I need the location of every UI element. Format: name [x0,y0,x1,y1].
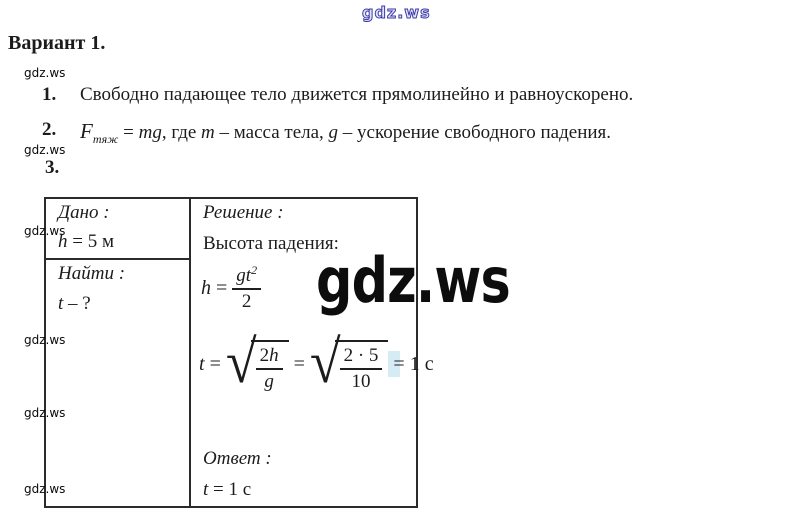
g-symbol: g [264,370,274,392]
side-watermark: gdz.ws [24,406,66,420]
eq1-lhs [201,277,227,300]
task-2-text [80,119,611,146]
fraction-denominator: 2 [241,290,252,312]
sqrt-symbolic [225,329,289,397]
mass-symbol: m [201,122,215,143]
force-subscript: тяж [92,132,119,146]
eq2-lhs [199,353,221,376]
result-unit: с [419,353,434,376]
mg-symbol: mg [138,122,162,143]
fraction-numerator [232,264,261,288]
task-1-text: Свободно падающее тело движется прямолинейно и равноускорено. [80,84,634,105]
site-watermark-top: gdz.ws [362,3,431,22]
gt-symbol: gt [236,265,252,286]
site-watermark-big: gdz.ws [316,244,511,317]
t-symbol: t [203,479,209,500]
task-3-number: 3. [45,157,60,178]
variant-heading: Вариант 1. [8,32,106,54]
eq2-result [393,353,433,376]
eq1-equals: = [211,276,228,299]
equation-height-formula [201,264,261,313]
fraction-gt2-over-2 [232,264,261,313]
eq2-equals: = [204,353,221,376]
time-symbol: t [58,293,64,314]
radical-sign-icon: √ [225,329,257,397]
force-symbol: F [80,119,93,143]
height-value: = 5 м [67,231,114,252]
coefficient-2: 2 [259,345,270,366]
radicand [335,340,389,393]
answer-result: = 1 с [208,479,252,500]
fraction-denominator: 10 [351,370,371,392]
fraction-numerator: 2 · 5 [343,345,379,366]
where-text: , где [161,122,202,143]
answer-label: Ответ : [203,448,272,469]
equation-time-formula [199,329,434,397]
eq2-middle-equals: = [293,353,305,376]
find-question: – ? [63,293,91,314]
task-1-number: 1. [42,84,57,105]
solution-label: Решение : [203,202,284,223]
given-label: Дано : [58,202,110,223]
result-equals: = [393,353,410,376]
g-description: – ускорение свободного падения. [338,122,612,143]
table-column-divider [189,197,191,508]
fraction-10-over-10 [340,345,383,393]
given-find-separator [44,258,191,260]
radical-sign-icon: √ [309,329,341,397]
solution-intro: Высота падения: [203,233,339,254]
height-symbol: h [58,231,68,252]
mass-description: – масса тела, [214,122,329,143]
find-label: Найти : [58,263,126,284]
side-watermark: gdz.ws [24,143,66,157]
task-2-number: 2. [42,119,57,140]
result-value: 1 [409,353,420,376]
h-symbol: h [269,345,279,366]
side-watermark: gdz.ws [24,333,66,347]
exponent-2: 2 [251,263,258,277]
side-watermark: gdz.ws [24,224,66,238]
equals-sign: = [118,122,139,143]
side-watermark: gdz.ws [24,482,66,496]
g-symbol: g [328,122,339,143]
t-symbol: t [199,353,205,376]
h-symbol: h [201,276,211,299]
fraction-numerator [256,345,283,368]
side-watermark: gdz.ws [24,66,66,80]
fraction-2h-over-g [256,345,283,393]
sqrt-numeric [309,329,389,397]
